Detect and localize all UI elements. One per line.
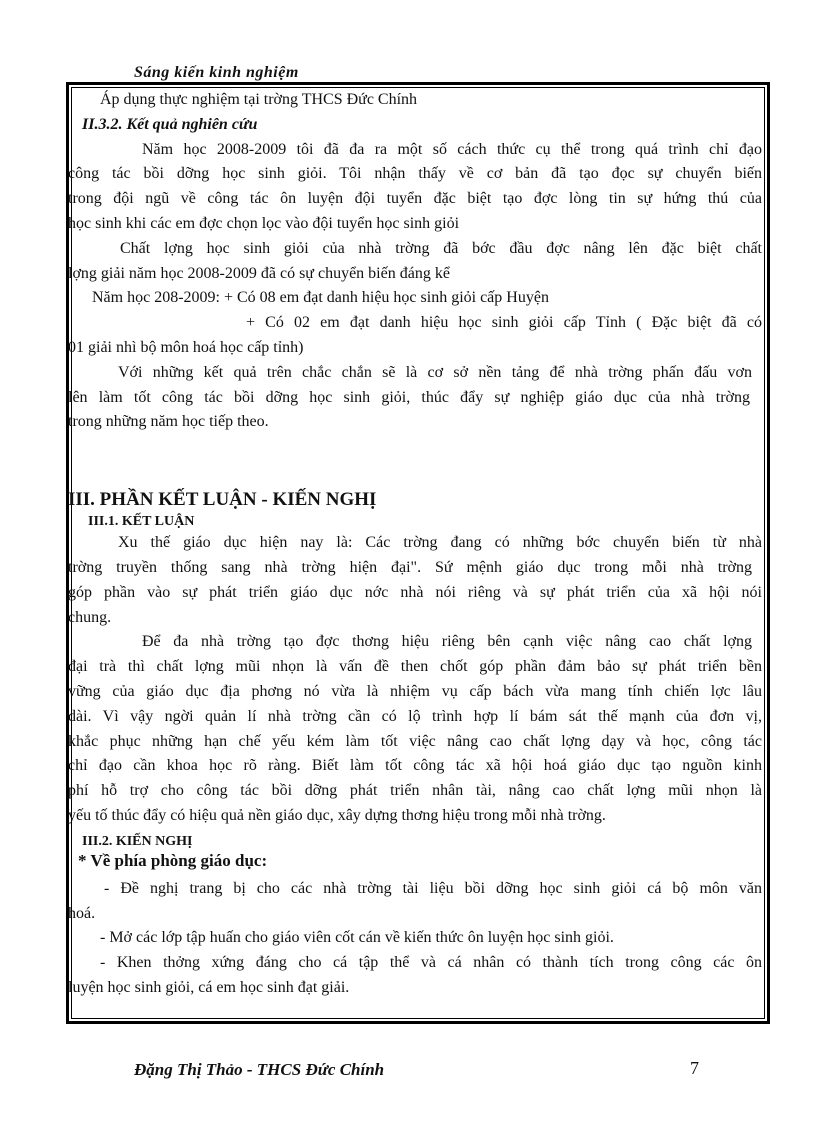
paragraph-line: Năm học 2008-2009 tôi đã đa ra một số cách thức cụ thể trong quá trình chỉ đạo bbox=[142, 140, 762, 158]
paragraph-line: lợng giải năm học 2008-2009 đã có sự chuyển biến đáng kể bbox=[68, 264, 450, 282]
paragraph-line: công tác bồi dỡng học sinh giỏi. Tôi nhận thấy về cơ bản đã tạo đọc sự chuyển biến bbox=[68, 165, 762, 183]
paragraph-line: trong đội ngũ về công tác ôn luyện đội tuyển đặc biệt tạo đợc lòng tin sự hứng thú của bbox=[68, 190, 762, 208]
document-body bbox=[68, 88, 762, 1001]
paragraph-line: chỉ đạo cần khoa học rõ ràng. Biết làm tốt công tác xã hội hoá giáo dục tạo nguồn kinh bbox=[68, 757, 762, 775]
intro-line: Áp dụng thực nghiệm tại trờng THCS Đức Chính bbox=[100, 91, 418, 108]
page-number: 7 bbox=[690, 1058, 699, 1078]
paragraph-line: trờng truyền thống sang nhà trờng hiện đại". Sứ mệnh giáo dục trong mỗi nhà trờng bbox=[68, 558, 752, 576]
paragraph-line: yếu tố thúc đẩy có hiệu quả nền giáo dục, xây dựng thơng hiệu trong mỗi nhà trờng. bbox=[68, 806, 606, 824]
subsection-heading-conclusion: III.1. KẾT LUẬN bbox=[88, 514, 195, 530]
paragraph-line: luyện học sinh giỏi, cá em học sinh đạt giải. bbox=[68, 978, 350, 996]
recommendation-heading: * Về phía phòng giáo dục: bbox=[78, 850, 268, 870]
paragraph-line: - Đề nghị trang bị cho các nhà trờng tài liệu bồi dỡng học sinh giỏi cá bộ môn văn bbox=[104, 879, 762, 897]
paragraph-line: học sinh khi các em đợc chọn lọc vào đội tuyển học sinh giỏi bbox=[68, 214, 460, 232]
paragraph-line: góp phần vào sự phát triển giáo dục nớc nhà nói riêng và sự phát triển của xã hội nói bbox=[68, 583, 762, 601]
paragraph-line: + Có 02 em đạt danh hiệu học sinh giỏi cấp Tỉnh ( Đặc biệt đã có bbox=[246, 314, 762, 332]
paragraph-line: dài. Vì vậy ngời quản lí nhà trờng cần có lộ trình hợp lí bám sát thế mạnh của đơn vị, bbox=[68, 707, 762, 725]
page-header: Sáng kiến kinh nghiệm bbox=[134, 64, 299, 81]
subsection-heading-recommendations: III.2. KIẾN NGHỊ bbox=[82, 833, 193, 849]
paragraph-line: Để đa nhà trờng tạo đợc thơng hiệu riêng bên cạnh việc nâng cao chất lợng bbox=[142, 633, 752, 651]
paragraph-line: - Khen thởng xứng đáng cho cá tập thể và cá nhân có thành tích trong công các ôn bbox=[100, 954, 762, 972]
paragraph-line: Xu thế giáo dục hiện nay là: Các trờng đang có những bớc chuyển biến từ nhà bbox=[118, 534, 762, 552]
paragraph-line: lên làm tốt công tác bồi dỡng học sinh giỏi, thúc đẩy sự nghiệp giáo dục của nhà trờng bbox=[68, 388, 750, 406]
paragraph-line: Với những kết quả trên chắc chắn sẽ là cơ sở nền tảng để nhà trờng phấn đấu vơn bbox=[118, 363, 752, 381]
page-footer: Đặng Thị Thảo - THCS Đức Chính bbox=[134, 1060, 385, 1079]
paragraph-line: vững của giáo dục địa phơng nó vừa là nhiệm vụ cấp bách vừa mang tính chiến lợc lâu bbox=[68, 682, 762, 700]
chapter-heading: III. PHẦN KẾT LUẬN - KIẾN NGHỊ bbox=[68, 489, 377, 511]
paragraph-line: trong những năm học tiếp theo. bbox=[68, 413, 269, 431]
paragraph-line: khắc phục những hạn chế yếu kém làm tốt việc nâng cao chất lợng dạy và học, công tác bbox=[68, 732, 762, 750]
paragraph-line: - Mở các lớp tập huấn cho giáo viên cốt cán về kiến thức ôn luyện học sinh giỏi. bbox=[100, 929, 614, 947]
paragraph-line: phí hỗ trợ cho công tác bồi dỡng phát triển nhân tài, nâng cao chất lợng mũi nhọn là bbox=[68, 782, 762, 800]
paragraph-line: Năm học 208-2009: + Có 08 em đạt danh hiệu học sinh giỏi cấp Huyện bbox=[92, 289, 549, 307]
paragraph-line: đại trà thì chất lợng mũi nhọn là vấn đề then chốt góp phần đảm bảo sự phát triển bền bbox=[68, 658, 762, 676]
paragraph-line: Chất lợng học sinh giỏi của nhà trờng đã bớc đầu đợc nâng lên đặc biệt chất bbox=[120, 239, 762, 257]
paragraph-line: 01 giải nhì bộ môn hoá học cấp tỉnh) bbox=[68, 338, 304, 356]
paragraph-line: chung. bbox=[68, 608, 112, 626]
section-heading-results: II.3.2. Kết quả nghiên cứu bbox=[82, 115, 258, 133]
paragraph-line: hoá. bbox=[68, 904, 96, 922]
